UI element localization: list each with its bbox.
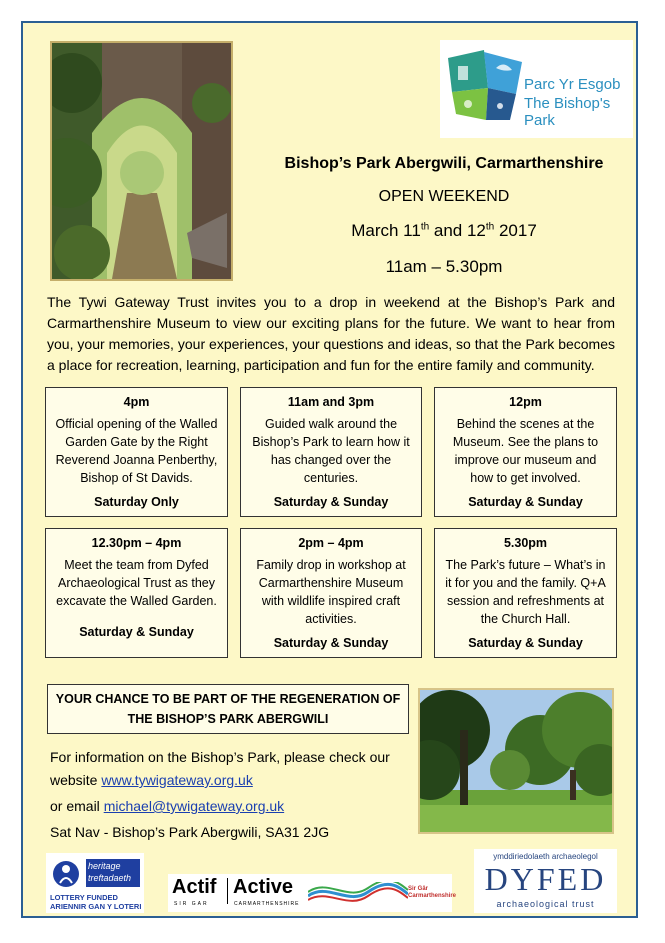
event-days: Saturday & Sunday bbox=[79, 625, 194, 639]
event-description: Family drop in workshop at Carmarthenshire Museum with wildlife inspired craft activities. bbox=[256, 558, 406, 626]
website-line: website www.tywigateway.org.uk bbox=[50, 772, 253, 788]
event-days: Saturday Only bbox=[94, 495, 179, 509]
event-card bbox=[434, 387, 617, 517]
event-time: 5.30pm bbox=[503, 536, 548, 550]
event-dates: March 11th and 12th 2017 bbox=[351, 221, 537, 240]
event-time: 2pm – 4pm bbox=[298, 536, 364, 550]
intro-paragraph: The Tywi Gateway Trust invites you to a drop in weekend at the Bishop’s Park and Carmarthenshire Museum to view our exciting plans for the future. We want to hear from you, your memories, your experiences, your questions and ideas, so that the Park becomes a place for recreation, learning, participation and fun for the entire family and community. bbox=[47, 294, 615, 373]
event-days: Saturday & Sunday bbox=[468, 495, 583, 509]
banner-line1: YOUR CHANCE TO BE PART OF THE REGENERATION OF bbox=[55, 692, 401, 706]
event-description: Guided walk around the Bishop’s Park to learn how it has changed over the centuries. bbox=[252, 417, 410, 485]
park-trees-photo bbox=[418, 688, 614, 834]
walled-garden-arch-photo bbox=[50, 41, 233, 281]
event-description: The Park’s future – What’s in it for you and the family. Q+A session and refreshments at the Church Hall. bbox=[445, 558, 606, 626]
event-card bbox=[240, 387, 422, 517]
dyfed-archaeological-trust-logo: ymddiriedolaeth archaeolegol DYFED archaeological trust bbox=[474, 849, 617, 913]
event-card bbox=[240, 528, 422, 658]
heritage-lottery-logo: heritage treftadaeth LOTTERY FUNDED ARIENNIR GAN Y LOTERI bbox=[46, 853, 144, 913]
satnav-line: Sat Nav - Bishop’s Park Abergwili, SA31 2JG bbox=[50, 824, 330, 840]
event-description: Behind the scenes at the Museum. See the plans to improve our museum and how to get involved. bbox=[452, 417, 599, 485]
event-time: 12pm bbox=[509, 395, 542, 409]
logo-line2: The Bishop's Park bbox=[524, 95, 611, 129]
info-line: For information on the Bishop’s Park, please check our bbox=[50, 749, 390, 765]
event-card bbox=[434, 528, 617, 658]
event-days: Saturday & Sunday bbox=[273, 636, 389, 650]
banner-line2: THE BISHOP’S PARK ABERGWILI bbox=[127, 712, 329, 726]
actif-active-logo: Actif Active SIR GAR CARMARTHENSHIRE Sir Gâr Carmarthenshire bbox=[168, 874, 452, 912]
event-card bbox=[45, 528, 228, 658]
event-days: Saturday & Sunday bbox=[273, 495, 389, 509]
event-description: Official opening of the Walled Garden Gate by the Right Reverend Joanna Penberthy, Bishop of St Davids. bbox=[55, 417, 218, 485]
event-subtitle: OPEN WEEKEND bbox=[378, 188, 510, 205]
regeneration-banner bbox=[47, 684, 409, 734]
event-time: 12.30pm – 4pm bbox=[91, 536, 182, 550]
event-days: Saturday & Sunday bbox=[468, 636, 583, 650]
event-time: 4pm bbox=[123, 395, 150, 409]
event-hours: 11am – 5.30pm bbox=[385, 257, 503, 276]
bishops-park-logo bbox=[440, 40, 633, 138]
website-link[interactable]: www.tywigateway.org.uk bbox=[101, 772, 253, 788]
event-title: Bishop’s Park Abergwili, Carmarthenshire bbox=[284, 155, 604, 172]
event-description: Meet the team from Dyfed Archaeological Trust as they excavate the Walled Garden. bbox=[56, 558, 217, 608]
event-card bbox=[45, 387, 228, 517]
email-link[interactable]: michael@tywigateway.org.uk bbox=[103, 798, 285, 814]
logo-line1: Parc Yr Esgob bbox=[524, 76, 621, 93]
event-time: 11am and 3pm bbox=[287, 395, 375, 409]
email-line: or email michael@tywigateway.org.uk bbox=[50, 798, 285, 814]
